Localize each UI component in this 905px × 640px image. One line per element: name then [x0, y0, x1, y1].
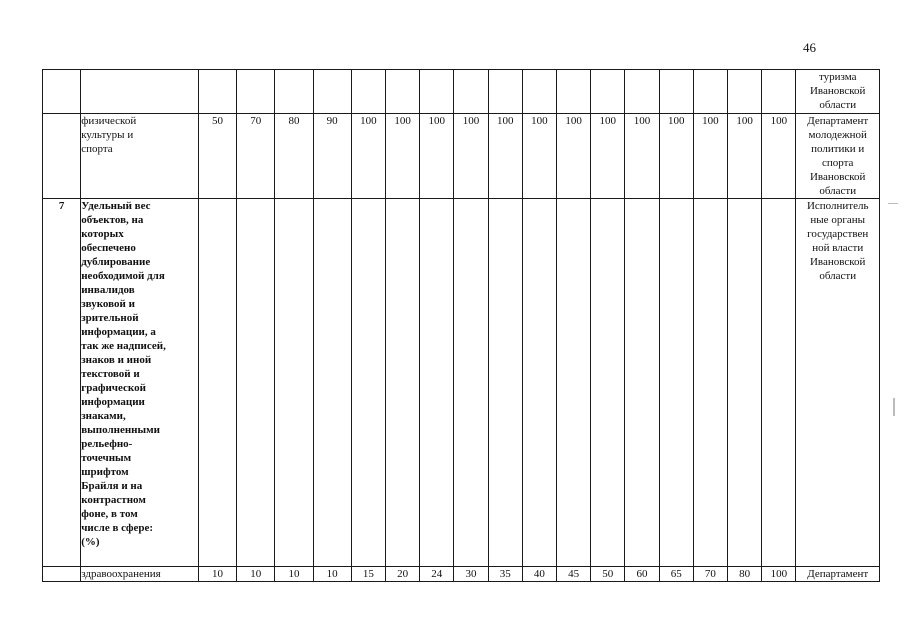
value-cell: 100 [385, 114, 419, 199]
value-cell: 100 [351, 114, 385, 199]
value-cell: 40 [522, 567, 556, 582]
value-cell: 80 [728, 567, 762, 582]
row-number-cell [43, 567, 81, 582]
table-row [43, 567, 880, 582]
value-cell [313, 199, 351, 567]
value-cell: 100 [693, 114, 727, 199]
value-cell [454, 70, 488, 114]
value-cell: 15 [351, 567, 385, 582]
value-cell [659, 199, 693, 567]
value-cell: 35 [488, 567, 522, 582]
responsible-body-cell: туризма Ивановской области [796, 70, 880, 114]
value-cell: 100 [728, 114, 762, 199]
value-cell: 50 [591, 567, 625, 582]
value-cell [762, 70, 796, 114]
value-cell [522, 199, 556, 567]
value-cell: 30 [454, 567, 488, 582]
value-cell [693, 70, 727, 114]
value-cell: 65 [659, 567, 693, 582]
value-cell [728, 199, 762, 567]
indicator-name-cell: Удельный вес объектов, на которых обеспечено дублирование необходимой для инвалидов звуковой и зрительной информации, а так же надписей, знаков и иной текстовой и графической информации знаками, выполненными рельефно- точечным шрифтом Брайля и на контрастном фоне, в том числе в сфере: (%) [81, 199, 199, 567]
value-cell: 10 [313, 567, 351, 582]
value-cell [557, 199, 591, 567]
value-cell: 100 [557, 114, 591, 199]
value-cell: 100 [625, 114, 659, 199]
value-cell [728, 70, 762, 114]
value-cell [659, 70, 693, 114]
responsible-body-cell: Исполнитель ные органы государствен ной власти Ивановской области [796, 199, 880, 567]
value-cell [351, 199, 385, 567]
value-cell: 100 [488, 114, 522, 199]
scan-mark [888, 203, 898, 204]
value-cell: 100 [762, 114, 796, 199]
value-cell [557, 70, 591, 114]
value-cell: 60 [625, 567, 659, 582]
page-number: 46 [803, 40, 816, 55]
value-cell: 100 [659, 114, 693, 199]
value-cell [762, 199, 796, 567]
value-cell [351, 70, 385, 114]
value-cell: 90 [313, 114, 351, 199]
value-cell [591, 199, 625, 567]
indicator-name-cell: физической культуры и спорта [81, 114, 199, 199]
value-cell: 10 [275, 567, 313, 582]
value-cell: 100 [522, 114, 556, 199]
value-cell [198, 199, 236, 567]
value-cell [693, 199, 727, 567]
value-cell [420, 199, 454, 567]
value-cell [198, 70, 236, 114]
value-cell: 100 [420, 114, 454, 199]
indicator-table [42, 69, 880, 582]
value-cell [488, 70, 522, 114]
value-cell: 24 [420, 567, 454, 582]
table-row [43, 199, 880, 567]
value-cell: 10 [198, 567, 236, 582]
value-cell: 70 [693, 567, 727, 582]
value-cell: 100 [762, 567, 796, 582]
value-cell: 70 [237, 114, 275, 199]
value-cell: 100 [454, 114, 488, 199]
responsible-body-cell: Департамент молодежной политики и спорта Ивановской области [796, 114, 880, 199]
table-row [43, 114, 880, 199]
value-cell [385, 70, 419, 114]
value-cell [454, 199, 488, 567]
value-cell [237, 199, 275, 567]
value-cell [237, 70, 275, 114]
value-cell [385, 199, 419, 567]
value-cell [313, 70, 351, 114]
scan-mark [893, 398, 895, 416]
value-cell [275, 70, 313, 114]
value-cell: 100 [591, 114, 625, 199]
value-cell [275, 199, 313, 567]
value-cell: 80 [275, 114, 313, 199]
value-cell: 20 [385, 567, 419, 582]
value-cell [420, 70, 454, 114]
value-cell [625, 199, 659, 567]
value-cell [522, 70, 556, 114]
indicator-name-cell [81, 70, 199, 114]
value-cell [488, 199, 522, 567]
row-number-cell [43, 114, 81, 199]
table-row [43, 70, 880, 114]
value-cell: 50 [198, 114, 236, 199]
value-cell [625, 70, 659, 114]
row-number-cell [43, 70, 81, 114]
indicator-name-cell: здравоохранения [81, 567, 199, 582]
value-cell: 10 [237, 567, 275, 582]
row-number-cell: 7 [43, 199, 81, 567]
value-cell [591, 70, 625, 114]
responsible-body-cell: Департамент [796, 567, 880, 582]
value-cell: 45 [557, 567, 591, 582]
